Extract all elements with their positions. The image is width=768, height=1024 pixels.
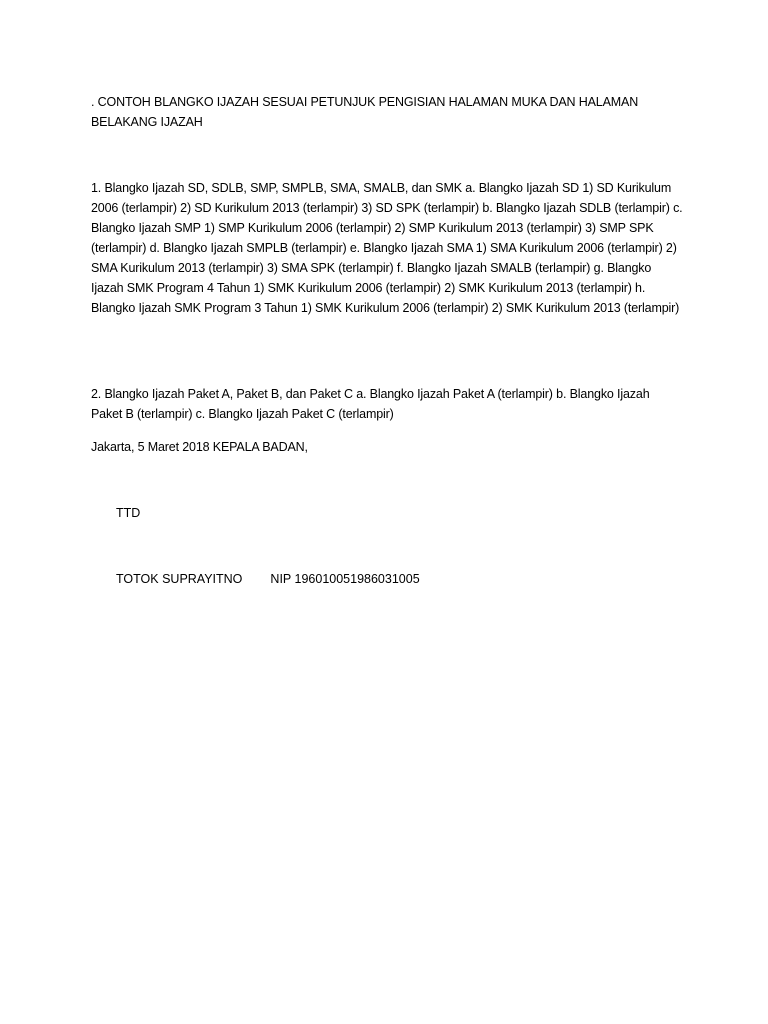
signature-label: TTD (116, 506, 141, 520)
section-1-paragraph: 1. Blangko Ijazah SD, SDLB, SMP, SMPLB, SMA, SMALB, dan SMK a. Blangko Ijazah SD 1) SD Kurikulum 2006 (terlampir) 2) SD Kurikulum 2013 (terlampir) 3) SD SPK (terlampir) b. Blangko Ijazah SDLB (terlampir) c. Blangko Ijazah SMP 1) SMP Kurikulum 2006 (terlampir) 2) SMP Kurikulum 2013 (terlampir) 3) SMP SPK (terlampir) d. Blangko Ijazah SMPLB (terlampir) e. Blangko Ijazah SMA 1) SMA Kurikulum 2006 (terlampir) 2) SMA Kurikulum 2013 (terlampir) 3) SMA SPK (terlampir) f. Blangko Ijazah SMALB (terlampir) g. Blangko Ijazah SMK Program 4 Tahun 1) SMK Kurikulum 2006 (terlampir) 2) SMK Kurikulum 2013 (terlampir) h. Blangko Ijazah SMK Program 3 Tahun 1) SMK Kurikulum 2006 (terlampir) 2) SMK Kurikulum 2013 (terlampir) (91, 181, 683, 315)
closing-line: Jakarta, 5 Maret 2018 KEPALA BADAN, (91, 440, 308, 454)
signer-line (116, 569, 420, 589)
signer-name: TOTOK SUPRAYITNO (116, 572, 243, 586)
document-heading: . CONTOH BLANGKO IJAZAH SESUAI PETUNJUK PENGISIAN HALAMAN MUKA DAN HALAMAN BELAKANG IJAZAH (91, 95, 639, 129)
section-2-paragraph: 2. Blangko Ijazah Paket A, Paket B, dan Paket C a. Blangko Ijazah Paket A (terlampir) b. Blangko Ijazah Paket B (terlampir) c. Blangko Ijazah Paket C (terlampir) (91, 387, 650, 421)
signer-nip: NIP 196010051986031005 (270, 572, 420, 586)
